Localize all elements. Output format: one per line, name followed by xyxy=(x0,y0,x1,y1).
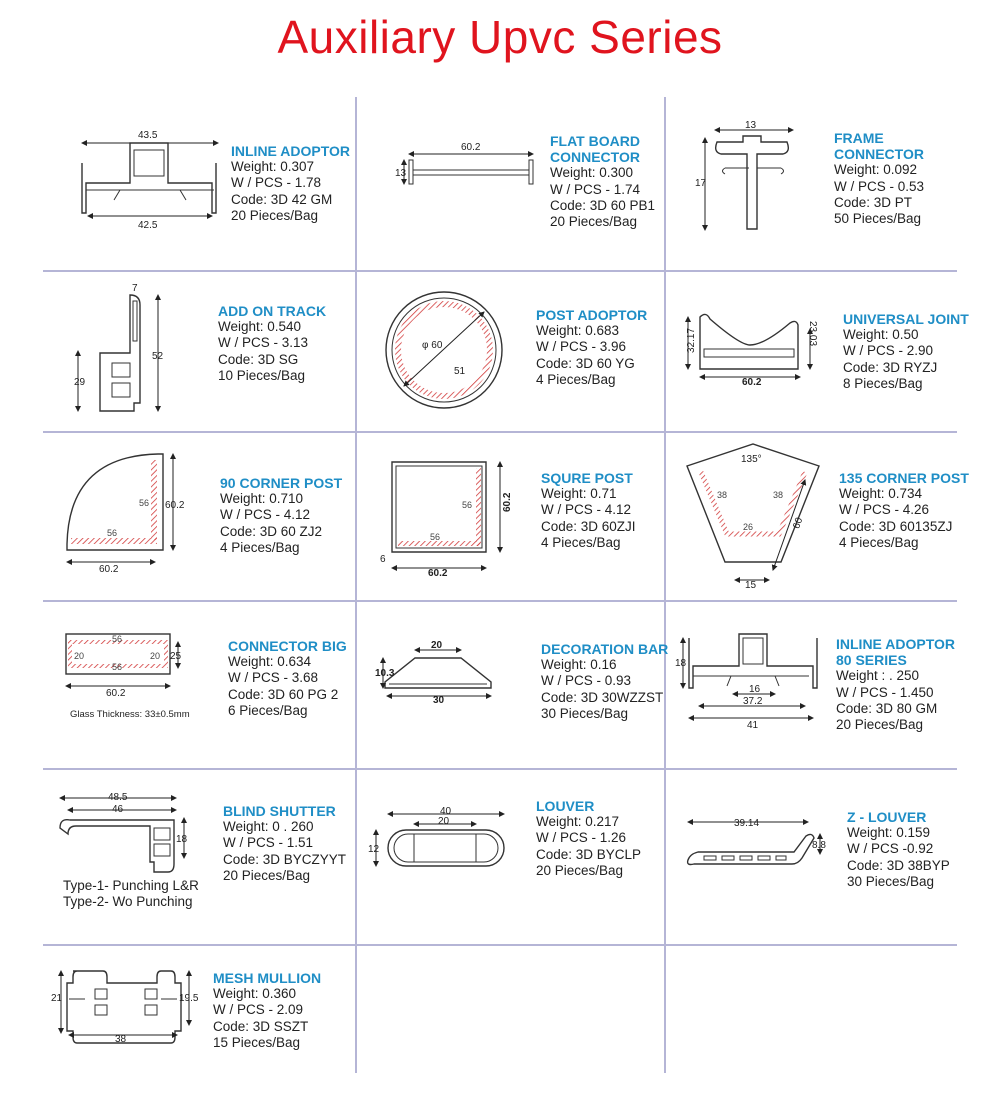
svg-text:60.2: 60.2 xyxy=(502,492,513,512)
svg-text:56: 56 xyxy=(430,532,441,542)
135-corner-post-info xyxy=(839,470,969,551)
product-pcs: W / PCS - 4.12 xyxy=(220,507,311,523)
product-bag: 15 Pieces/Bag xyxy=(213,1034,301,1050)
product-name: SQURE POST xyxy=(541,470,633,486)
product-name: UNIVERSAL JOINT xyxy=(843,311,969,327)
product-code: Code: 3D PT xyxy=(834,194,913,210)
squre-post-drawing xyxy=(378,452,518,577)
grid-divider xyxy=(43,431,957,433)
product-name: INLINE ADOPTOR xyxy=(836,636,956,652)
frame-connector-info xyxy=(834,130,924,227)
svg-text:13: 13 xyxy=(745,120,757,131)
product-pcs: W / PCS - 1.78 xyxy=(231,175,322,191)
product-pcs: W / PCS - 0.93 xyxy=(541,673,632,689)
product-weight: Weight: 0.683 xyxy=(536,323,620,339)
product-name-line2: 80 SERIES xyxy=(836,652,907,669)
product-pcs: W / PCS - 3.68 xyxy=(228,670,319,686)
svg-text:46: 46 xyxy=(112,804,124,815)
product-code: Code: 3D SSZT xyxy=(213,1018,309,1034)
product-bag: 4 Pieces/Bag xyxy=(839,534,919,550)
z-louver-drawing xyxy=(682,812,832,872)
svg-text:13: 13 xyxy=(395,168,407,179)
product-pcs: W / PCS - 3.13 xyxy=(218,335,309,351)
product-weight: Weight: 0.540 xyxy=(218,319,302,335)
product-name: CONNECTOR BIG xyxy=(228,638,347,654)
svg-text:16: 16 xyxy=(749,684,761,695)
svg-text:40: 40 xyxy=(440,806,452,817)
universal-joint-drawing xyxy=(676,305,836,390)
product-code: Code: 3D BYCLP xyxy=(536,846,642,862)
product-code: Code: 3D 42 GM xyxy=(231,191,333,207)
svg-text:38: 38 xyxy=(717,490,728,500)
svg-text:38: 38 xyxy=(773,490,784,500)
product-pcs: W / PCS - 2.90 xyxy=(843,343,934,359)
product-code: Code: 3D 30WZZST xyxy=(541,689,664,705)
product-code: Code: 3D 80 GM xyxy=(836,700,938,716)
product-pcs: W / PCS -0.92 xyxy=(847,841,934,857)
flat-board-connector-drawing xyxy=(395,142,545,192)
blind-shutter-type-2: Type-2- Wo Punching xyxy=(63,894,193,909)
connector-big-drawing xyxy=(60,628,190,700)
universal-joint-info xyxy=(843,311,969,392)
product-name: FRAME xyxy=(834,130,884,146)
svg-text:60: 60 xyxy=(791,516,806,531)
decoration-bar-info xyxy=(541,641,668,722)
blind-shutter-drawing xyxy=(50,792,190,877)
svg-text:60.2: 60.2 xyxy=(742,377,762,388)
svg-text:41: 41 xyxy=(747,720,759,731)
product-bag: 4 Pieces/Bag xyxy=(220,539,300,555)
product-code: Code: 3D 60 YG xyxy=(536,355,635,371)
inline-adoptor-80-info xyxy=(836,636,955,733)
svg-text:8.8: 8.8 xyxy=(812,840,826,851)
product-code: Code: 3D 60 ZJ2 xyxy=(220,523,323,539)
product-weight: Weight: 0.217 xyxy=(536,814,620,830)
add-on-track-drawing xyxy=(70,283,170,418)
svg-text:42.5: 42.5 xyxy=(138,220,158,231)
product-name: 90 CORNER POST xyxy=(220,475,343,491)
product-bag: 30 Pieces/Bag xyxy=(541,705,629,721)
product-weight: Weight: 0.634 xyxy=(228,654,312,670)
product-pcs: W / PCS - 3.96 xyxy=(536,339,627,355)
louver-drawing xyxy=(368,806,518,876)
svg-text:60.2: 60.2 xyxy=(461,142,481,153)
squre-post-info xyxy=(541,470,636,551)
product-name: BLIND SHUTTER xyxy=(223,803,336,819)
svg-text:7: 7 xyxy=(132,283,138,294)
product-name: ADD ON TRACK xyxy=(218,303,327,319)
grid-divider xyxy=(43,768,957,770)
product-weight: Weight: 0.307 xyxy=(231,159,315,175)
svg-text:51: 51 xyxy=(454,366,466,377)
blind-shutter-info xyxy=(223,803,346,884)
product-name: Z - LOUVER xyxy=(847,809,927,825)
product-bag: 20 Pieces/Bag xyxy=(550,214,638,230)
svg-text:10.3: 10.3 xyxy=(375,668,395,679)
product-pcs: W / PCS - 1.74 xyxy=(550,181,641,197)
svg-text:56: 56 xyxy=(112,662,123,672)
frame-connector-drawing xyxy=(695,120,805,235)
product-bag: 30 Pieces/Bag xyxy=(847,873,935,889)
svg-text:15: 15 xyxy=(745,580,757,591)
product-weight: Weight: 0.50 xyxy=(843,327,919,343)
product-bag: 4 Pieces/Bag xyxy=(541,534,621,550)
svg-text:39.14: 39.14 xyxy=(734,818,760,829)
svg-text:135°: 135° xyxy=(741,454,762,465)
product-code: Code: 3D 60 PB1 xyxy=(550,197,656,213)
svg-text:6: 6 xyxy=(380,554,386,565)
svg-text:32.17: 32.17 xyxy=(686,327,697,353)
svg-text:23.03: 23.03 xyxy=(807,321,818,347)
product-weight: Weight: 0.159 xyxy=(847,825,931,841)
product-pcs: W / PCS - 4.12 xyxy=(541,502,632,518)
product-pcs: W / PCS - 2.09 xyxy=(213,1002,304,1018)
product-weight: Weight: 0 . 260 xyxy=(223,819,314,835)
product-bag: 10 Pieces/Bag xyxy=(218,367,306,383)
svg-text:60.2: 60.2 xyxy=(165,500,185,511)
svg-text:56: 56 xyxy=(139,498,150,508)
product-name: MESH MULLION xyxy=(213,970,322,986)
svg-text:21: 21 xyxy=(51,993,63,1004)
product-pcs: W / PCS - 1.26 xyxy=(536,830,627,846)
product-bag: 20 Pieces/Bag xyxy=(536,862,624,878)
product-code: Code: 3D BYCZYYT xyxy=(223,851,347,867)
blind-shutter-type-1: Type-1- Punching L&R xyxy=(63,878,199,893)
svg-text:56: 56 xyxy=(112,634,123,644)
product-pcs: W / PCS - 4.26 xyxy=(839,502,930,518)
product-weight: Weight: 0.16 xyxy=(541,657,617,673)
svg-text:26: 26 xyxy=(743,522,754,532)
product-weight: Weight: 0.360 xyxy=(213,986,297,1002)
svg-text:20: 20 xyxy=(74,651,85,661)
product-weight: Weight: 0.092 xyxy=(834,162,918,178)
product-weight: Weight: 0.734 xyxy=(839,486,923,502)
product-bag: 20 Pieces/Bag xyxy=(223,867,311,883)
product-weight: Weight: 0.710 xyxy=(220,491,304,507)
product-bag: 6 Pieces/Bag xyxy=(228,702,308,718)
inline-adoptor-80-drawing xyxy=(675,628,825,731)
grid-divider xyxy=(43,600,957,602)
svg-text:56: 56 xyxy=(107,528,118,538)
mesh-mullion-info xyxy=(213,970,321,1051)
decoration-bar-drawing xyxy=(375,640,505,705)
svg-text:60.2: 60.2 xyxy=(106,688,126,699)
mesh-mullion-drawing xyxy=(45,963,215,1048)
product-pcs: W / PCS - 1.450 xyxy=(836,684,934,700)
svg-text:60.2: 60.2 xyxy=(99,564,119,575)
product-weight: Weight: 0.300 xyxy=(550,165,634,181)
svg-text:43.5: 43.5 xyxy=(138,130,158,141)
product-code: Code: 3D 60ZJI xyxy=(541,518,636,534)
product-bag: 4 Pieces/Bag xyxy=(536,371,616,387)
svg-text:17: 17 xyxy=(695,178,707,189)
product-pcs: W / PCS - 1.51 xyxy=(223,835,314,851)
product-weight: Weight: 0.71 xyxy=(541,486,617,502)
svg-text:30: 30 xyxy=(433,695,445,706)
louver-info xyxy=(536,798,641,879)
svg-text:38: 38 xyxy=(115,1034,127,1045)
svg-text:19.5: 19.5 xyxy=(179,993,199,1004)
product-weight: Weight : . 250 xyxy=(836,668,920,684)
page-title: Auxiliary Upvc Series xyxy=(277,11,723,63)
product-code: Code: 3D 60 PG 2 xyxy=(228,686,339,702)
svg-text:φ 60: φ 60 xyxy=(422,340,443,351)
svg-text:60.2: 60.2 xyxy=(428,568,448,579)
product-name: 135 CORNER POST xyxy=(839,470,969,486)
product-name-line2: CONNECTOR xyxy=(834,146,924,163)
product-name: INLINE ADOPTOR xyxy=(231,143,351,159)
grid-divider xyxy=(664,97,666,1073)
z-louver-info xyxy=(847,809,950,890)
90-corner-post-drawing xyxy=(63,450,193,575)
svg-text:20: 20 xyxy=(431,640,443,651)
product-bag: 20 Pieces/Bag xyxy=(231,207,319,223)
product-bag: 50 Pieces/Bag xyxy=(834,211,922,227)
glass-thickness-note: Glass Thickness: 33±0.5mm xyxy=(70,709,190,720)
svg-text:37.2: 37.2 xyxy=(743,696,763,707)
svg-text:20: 20 xyxy=(438,816,450,827)
product-code: Code: 3D 38BYP xyxy=(847,857,950,873)
product-pcs: W / PCS - 0.53 xyxy=(834,178,925,194)
svg-text:52: 52 xyxy=(152,351,164,362)
post-adoptor-drawing xyxy=(382,288,506,412)
product-code: Code: 3D 60135ZJ xyxy=(839,518,953,534)
product-bag: 20 Pieces/Bag xyxy=(836,717,924,733)
135-corner-post-drawing xyxy=(683,440,823,590)
svg-text:12: 12 xyxy=(368,844,380,855)
product-name: FLAT BOARD xyxy=(550,133,640,149)
inline-adoptor-info xyxy=(231,143,350,224)
product-bag: 8 Pieces/Bag xyxy=(843,375,923,391)
flat-board-connector-info xyxy=(550,133,655,230)
90-corner-post-info xyxy=(220,475,342,556)
svg-text:18: 18 xyxy=(176,834,188,845)
svg-text:29: 29 xyxy=(74,377,86,388)
svg-text:25: 25 xyxy=(170,651,182,662)
add-on-track-info xyxy=(218,303,326,384)
grid-divider xyxy=(43,270,957,272)
product-name: DECORATION BAR xyxy=(541,641,669,657)
product-name: LOUVER xyxy=(536,798,595,814)
svg-text:18: 18 xyxy=(675,658,687,669)
post-adoptor-info xyxy=(536,307,647,388)
product-code: Code: 3D SG xyxy=(218,351,299,367)
product-name: POST ADOPTOR xyxy=(536,307,648,323)
grid-divider xyxy=(355,97,357,1073)
svg-text:20: 20 xyxy=(150,651,161,661)
svg-text:56: 56 xyxy=(462,500,473,510)
grid-divider xyxy=(43,944,957,946)
product-code: Code: 3D RYZJ xyxy=(843,359,938,375)
inline-adoptor-drawing xyxy=(70,118,230,231)
connector-big-info xyxy=(228,638,347,719)
product-name-line2: CONNECTOR xyxy=(550,149,640,166)
svg-text:48.5: 48.5 xyxy=(108,792,128,803)
